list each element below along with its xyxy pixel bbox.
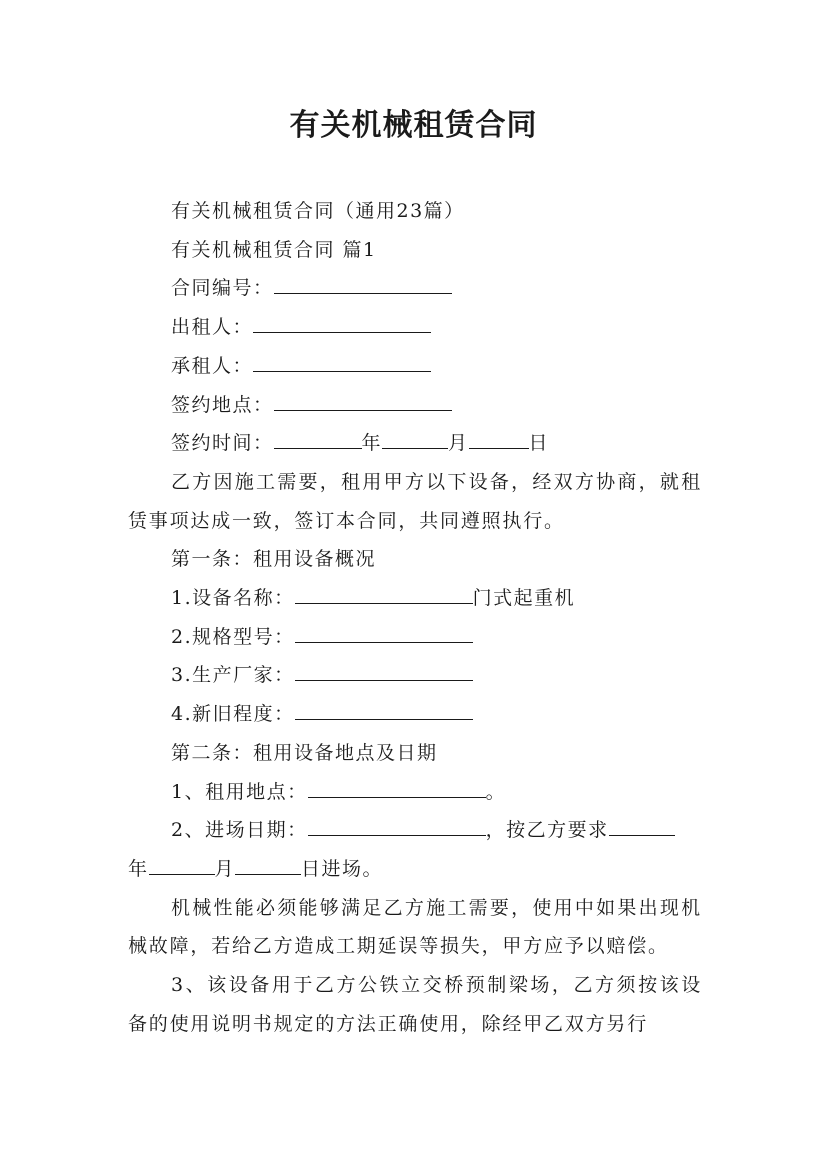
day-label: 日 <box>528 432 550 455</box>
item4-label: 4.新旧程度： <box>171 703 295 726</box>
item1-blank <box>295 583 473 604</box>
lessor-line <box>128 308 702 347</box>
contract-no-blank <box>274 273 452 294</box>
sign-day-blank <box>469 428 529 449</box>
place-suffix: 。 <box>485 780 507 803</box>
sign-time-label: 签约时间： <box>171 432 274 455</box>
item3-blank <box>295 660 473 681</box>
entry-year-blank <box>609 815 675 836</box>
place-blank <box>308 777 486 798</box>
section-heading: 有关机械租赁合同 篇1 <box>171 238 377 261</box>
lessee-line <box>128 347 702 386</box>
contract-no-line <box>128 269 702 308</box>
item2-line <box>128 618 702 657</box>
article2-title <box>128 734 702 773</box>
sign-place-blank <box>274 390 452 411</box>
intro-paragraph: 乙方因施工需要，租用甲方以下设备，经双方协商，就租赁事项达成一致，签订本合同，共同遵照执行。 <box>128 470 702 532</box>
place-label: 1、租用地点： <box>171 780 308 803</box>
entry-line <box>128 811 702 850</box>
article1-title-text: 第一条：租用设备概况 <box>171 548 377 571</box>
sign-place-label: 签约地点： <box>171 393 274 416</box>
performance-paragraph: 机械性能必须能够满足乙方施工需要，使用中如果出现机械故障，若给乙方造成工期延误等损失，甲方应予以赔偿。 <box>128 896 702 958</box>
item3-label: 3.生产厂家： <box>171 664 295 687</box>
item3-line <box>128 656 702 695</box>
item1-suffix: 门式起重机 <box>472 587 576 610</box>
article1-title <box>128 540 702 579</box>
entry-line-2 <box>128 850 702 889</box>
lessor-label: 出租人： <box>171 316 254 339</box>
entry-month-blank <box>149 854 215 875</box>
item4-blank <box>295 699 473 720</box>
entry-month-label: 月 <box>214 857 236 880</box>
item2-label: 2.规格型号： <box>171 625 295 648</box>
item1-label: 1.设备名称： <box>171 587 295 610</box>
sign-year-blank <box>274 428 362 449</box>
entry-label: 2、进场日期： <box>171 819 308 842</box>
entry-year-label: 年 <box>128 857 149 880</box>
usage-paragraph: 3、该设备用于乙方公铁立交桥预制梁场，乙方须按该设备的使用说明书规定的方法正确使用，除经甲乙双方另行 <box>128 974 702 1035</box>
lessor-blank <box>253 312 431 333</box>
sign-month-blank <box>382 428 448 449</box>
lessee-label: 承租人： <box>171 354 254 377</box>
item2-blank <box>295 622 473 643</box>
article2-title-text: 第二条：租用设备地点及日期 <box>171 741 438 764</box>
document-title: 有关机械租赁合同 <box>289 108 538 143</box>
section-heading-line <box>128 231 702 270</box>
entry-mid: ，按乙方要求 <box>485 819 609 842</box>
sign-time-line <box>128 424 702 463</box>
document-body <box>128 192 702 1043</box>
year-label: 年 <box>361 432 383 455</box>
item1-line <box>128 579 702 618</box>
lessee-blank <box>253 351 431 372</box>
subtitle-line <box>128 192 702 231</box>
entry-day-blank <box>235 854 301 875</box>
entry-blank <box>308 815 486 836</box>
sign-place-line <box>128 386 702 425</box>
entry-end: 日进场。 <box>301 857 384 880</box>
item4-line <box>128 695 702 734</box>
subtitle: 有关机械租赁合同（通用23篇） <box>171 200 465 222</box>
month-label: 月 <box>448 432 469 455</box>
contract-no-label: 合同编号： <box>171 277 274 300</box>
place-line <box>128 773 702 812</box>
